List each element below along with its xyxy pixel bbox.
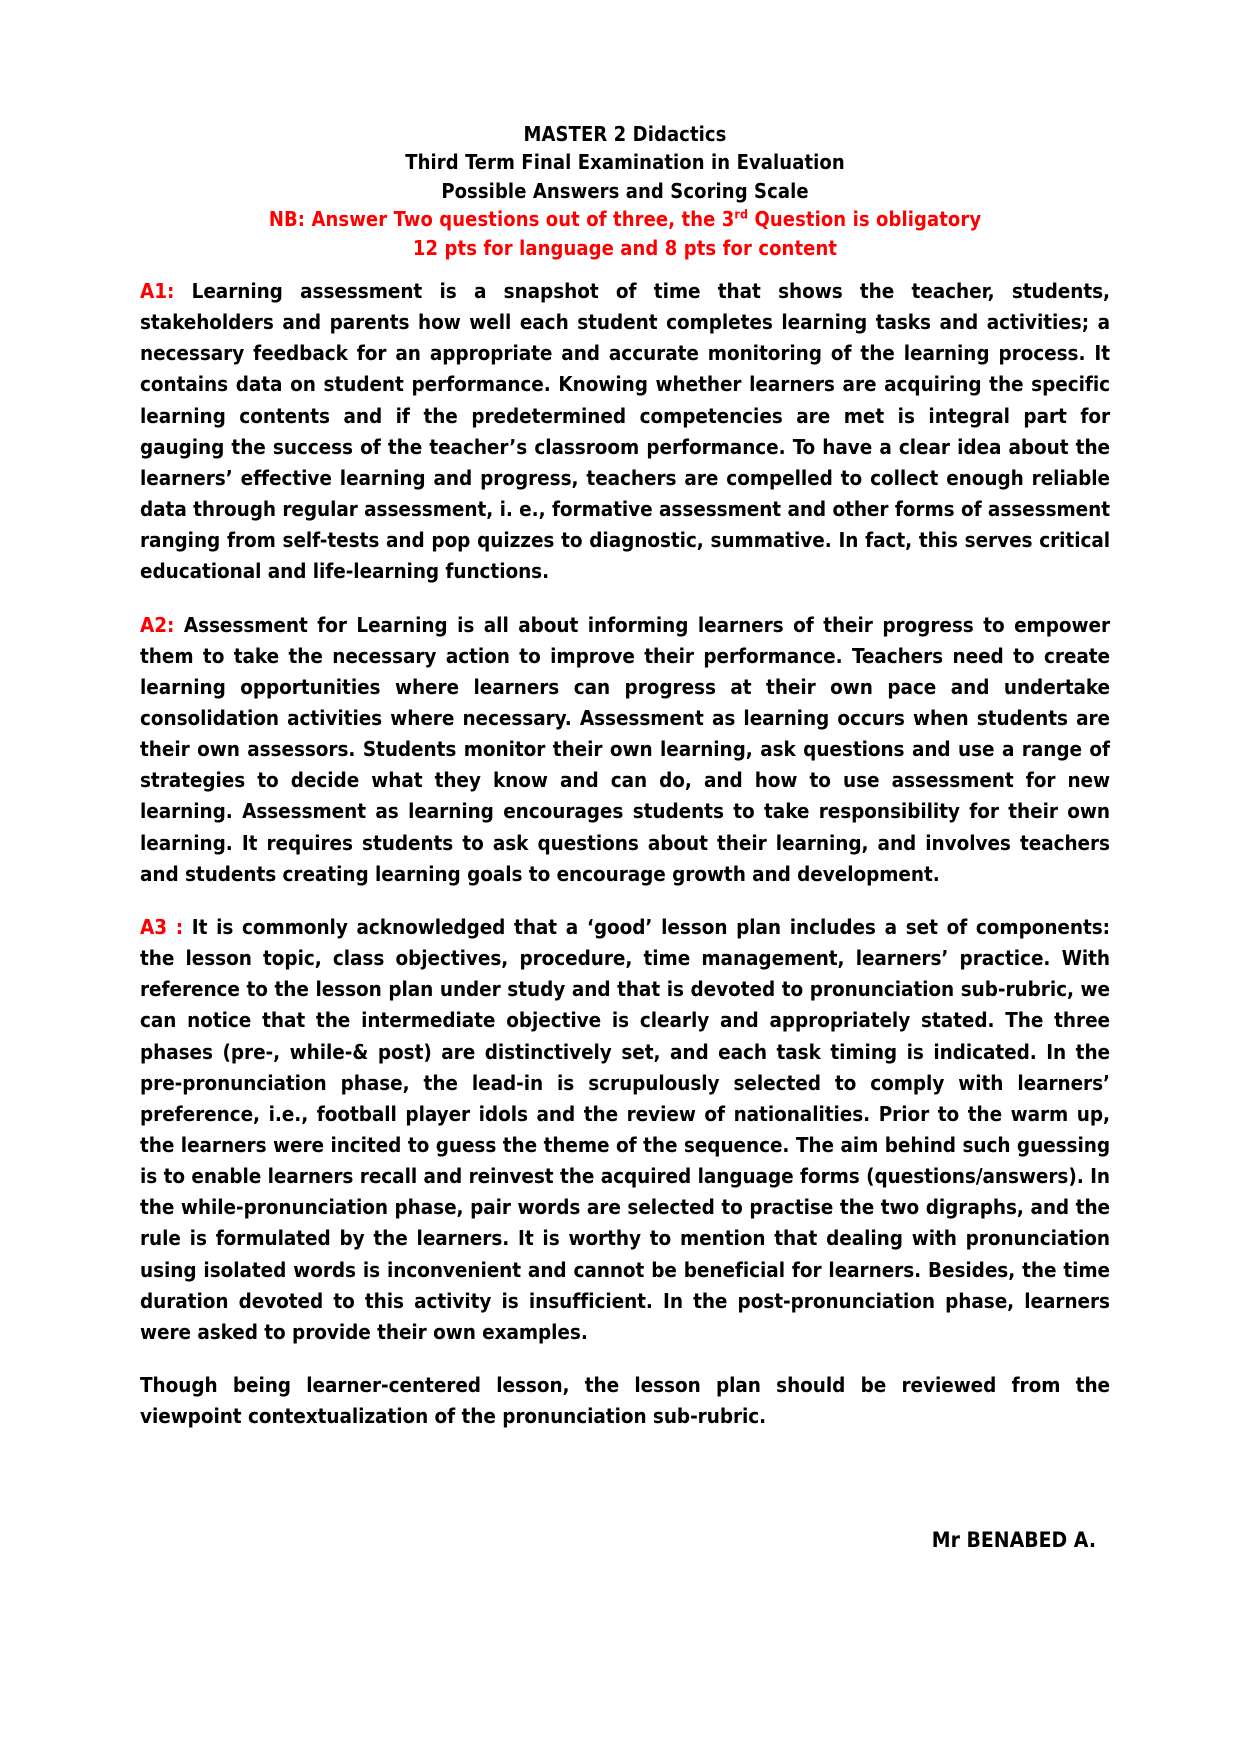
exam-subtitle: Third Term Final Examination in Evaluation [405,150,845,175]
exam-note-ordinal: rd [734,206,749,222]
signature: Mr BENABED A. [931,1528,1096,1553]
exam-note-prefix: NB: Answer Two questions out of three, the 3 [268,207,735,232]
answer-text-a2: Assessment for Learning is all about informing learners of their progress to empower them to take the necessary action to improve their performance. Teachers need to create learning opportunities where learners can progress at their own pace and undertake consolidation activities where necessary. Assessment as learning occurs when students are their own assessors. Students monitor their own learning, ask questions and use a range of strategies to decide what they know and can do, and how to use assessment for new learning. Assessment as learning encourages students to take responsibility for their own learning. It requires students to ask questions about their learning, and involves teachers and students creating learning goals to encourage growth and development. [140,612,1110,886]
closing-paragraph: Though being learner-centered lesson, the lesson plan should be reviewed from the viewpoint contextualization of the pronunciation sub-rubric. [140,1373,1110,1429]
answers-subtitle: Possible Answers and Scoring Scale [441,178,809,203]
answer-label-a3: A3 : [140,914,184,939]
answer-paragraph-2 [140,610,1110,890]
answer-label-a1: A1: [140,278,175,303]
exam-note-suffix: Question is obligatory [748,207,982,232]
document-body [140,276,1110,1432]
document-header [140,120,1110,262]
scoring-scale: 12 pts for language and 8 pts for content [412,235,838,260]
answer-paragraph-3 [140,912,1110,1348]
answer-text-a1: Learning assessment is a snapshot of time that shows the teacher, students, stakeholders and parents how well each student completes learning tasks and activities; a necessary feedback for an appropriate and accurate monitoring of the learning process. It contains data on student performance. Knowing whether learners are acquiring the specific learning contents and if the predetermined competencies are met is integral part for gauging the success of the teacher’s classroom performance. To have a clear idea about the learners’ effective learning and progress, teachers are compelled to collect enough reliable data through regular assessment, i. e., formative assessment and other forms of assessment ranging from self-tests and pop quizzes to diagnostic, summative. In fact, this serves critical educational and life-learning functions. [140,278,1110,584]
answer-text-a3: It is commonly acknowledged that a ‘good’ lesson plan includes a set of components: the lesson topic, class objectives, procedure, time management, learners’ practice. With reference to the lesson plan under study and that is devoted to pronunciation sub-rubric, we can notice that the intermediate objective is clearly and appropriately stated. The three phases (pre-, while-& post) are distinctively set, and each task timing is indicated. In the pre-pronunciation phase, the lead-in is scrupulously selected to comply with learners’ preference, i.e., football player idols and the review of nationalities. Prior to the warm up, the learners were incited to guess the theme of the sequence. The aim behind such guessing is to enable learners recall and reinvest the acquired language forms (questions/answers). In the while-pronunciation phase, pair words are selected to practise the two digraphs, and the rule is formulated by the learners. It is worthy to mention that dealing with pronunciation using isolated words is inconvenient and cannot be beneficial for learners. Besides, the time duration devoted to this activity is insufficient. In the post-pronunciation phase, learners were asked to provide their own examples. [140,914,1111,1344]
course-title: MASTER 2 Didactics [523,122,727,146]
exam-note [140,205,1110,233]
answer-paragraph-1 [140,276,1110,588]
answer-label-a2: A2: [140,612,175,637]
